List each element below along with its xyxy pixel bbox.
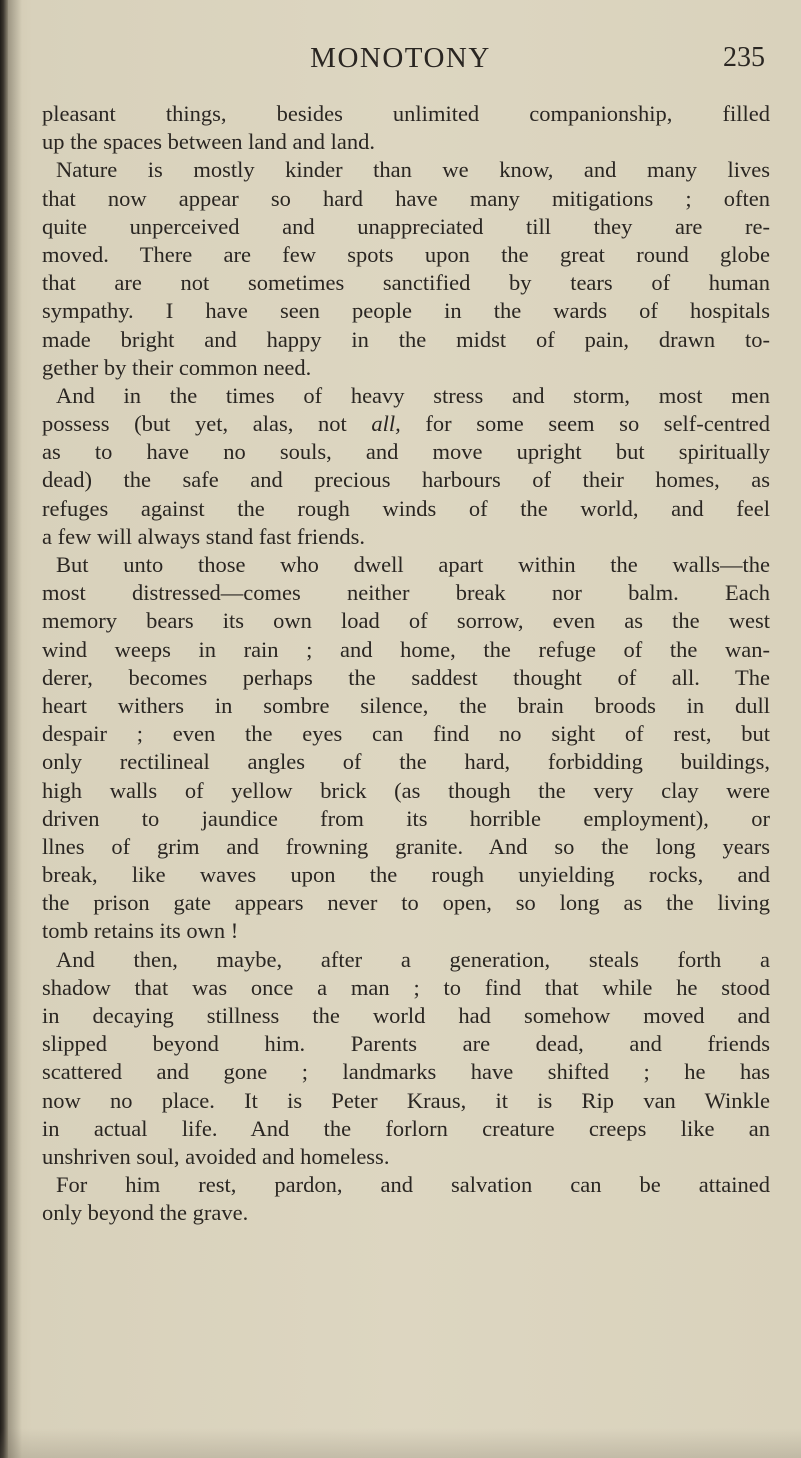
text-line: made bright and happy in the midst of pain, drawn to-: [42, 326, 770, 352]
text-line: quite unperceived and unappreciated till they are re-: [42, 213, 770, 239]
text-line: [42, 410, 770, 438]
text-line: heart withers in sombre silence, the brain broods in dull: [42, 692, 770, 718]
book-binding-edge: [0, 0, 8, 1458]
text-line: For him rest, pardon, and salvation can be attained: [56, 1172, 770, 1198]
text-segment: possess (but yet, alas, not: [42, 411, 372, 437]
text-line: refuges against the rough winds of the world, and feel: [42, 495, 770, 521]
text-line: And in the times of heavy stress and storm, most men: [56, 382, 770, 408]
text-line: that are not sometimes sanctified by tears of human: [42, 270, 770, 296]
text-line: sympathy. I have seen people in the wards of hospitals: [42, 298, 770, 324]
text-line: in actual life. And the forlorn creature creeps like an: [42, 1115, 770, 1141]
text-line: only rectilineal angles of the hard, forbidding buildings,: [42, 749, 770, 775]
running-title: MONOTONY: [310, 42, 491, 74]
text-line: dead) the safe and precious harbours of their homes, as: [42, 467, 770, 493]
text-line: memory bears its own load of sorrow, even as the west: [42, 608, 770, 634]
page-bottom-shadow: [0, 1428, 801, 1458]
text-segment: for some seem so self-centred: [400, 411, 770, 437]
text-line: the prison gate appears never to open, so long as the living: [42, 890, 770, 916]
text-line: slipped beyond him. Parents are dead, and friends: [42, 1031, 770, 1057]
text-line: pleasant things, besides unlimited companionship, filled: [42, 101, 770, 126]
text-line: in decaying stillness the world had somehow moved and: [42, 1003, 770, 1028]
italic-text-segment: all,: [371, 411, 401, 437]
text-line: wind weeps in rain ; and home, the refuge of the wan-: [42, 636, 770, 662]
gutter-shadow: [8, 0, 22, 1458]
page-header: [0, 42, 801, 82]
text-line: unshriven soul, avoided and homeless.: [42, 1143, 390, 1169]
text-line: driven to jaundice from its horrible employment), or: [42, 805, 770, 831]
text-line: that now appear so hard have many mitigations ; often: [42, 185, 770, 211]
text-line: shadow that was once a man ; to find that while he stood: [42, 974, 770, 1000]
text-line: scattered and gone ; landmarks have shifted ; he has: [42, 1059, 770, 1085]
text-line: a few will always stand fast friends.: [42, 523, 366, 549]
page-number: 235: [723, 42, 765, 73]
text-line: most distressed—comes neither break nor balm. Each: [42, 580, 770, 606]
text-line: llnes of grim and frowning granite. And so the long years: [42, 833, 770, 859]
text-line: up the spaces between land and land.: [42, 129, 376, 155]
body-text: [42, 100, 770, 1228]
text-line: break, like waves upon the rough unyielding rocks, and: [42, 862, 770, 888]
text-line: moved. There are few spots upon the great round globe: [42, 241, 770, 267]
text-line: gether by their common need.: [42, 354, 312, 380]
text-line: despair ; even the eyes can find no sight of rest, but: [42, 721, 770, 747]
text-line: But unto those who dwell apart within the walls—the: [56, 552, 770, 577]
text-line: derer, becomes perhaps the saddest thought of all. The: [42, 664, 770, 690]
text-line: as to have no souls, and move upright but spiritually: [42, 439, 770, 465]
text-line: high walls of yellow brick (as though the very clay were: [42, 777, 770, 803]
text-line: Nature is mostly kinder than we know, and many lives: [56, 157, 770, 183]
text-line: now no place. It is Peter Kraus, it is Rip van Winkle: [42, 1087, 770, 1113]
text-line: And then, maybe, after a generation, steals forth a: [56, 946, 770, 972]
text-line: only beyond the grave.: [42, 1200, 249, 1226]
text-line: tomb retains its own !: [42, 918, 239, 944]
